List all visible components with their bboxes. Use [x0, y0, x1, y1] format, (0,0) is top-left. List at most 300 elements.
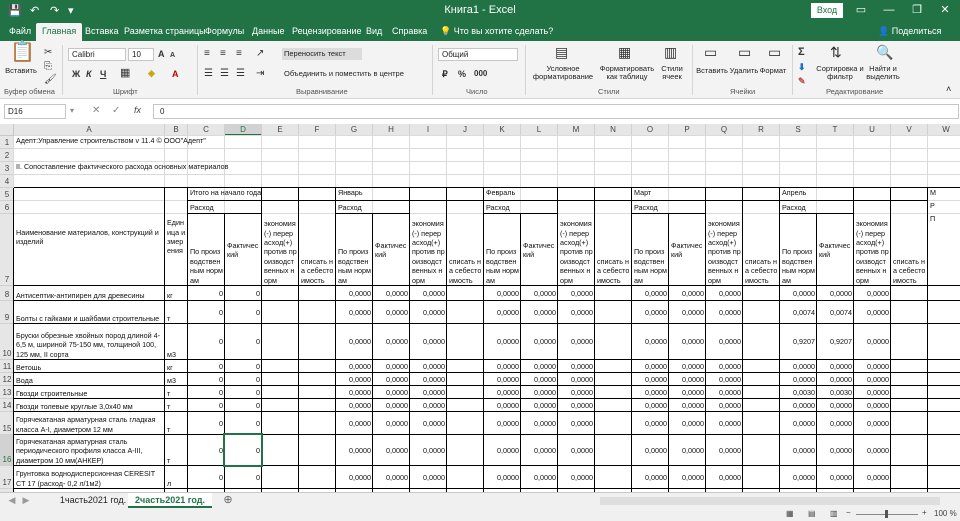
material-value[interactable]: 0,0000 — [867, 400, 889, 410]
material-value[interactable]: 0,0000 — [497, 288, 519, 298]
material-value[interactable]: 0,0000 — [719, 418, 741, 428]
active-cell-selection[interactable] — [223, 433, 263, 467]
tab-home[interactable]: Главная — [36, 23, 82, 41]
material-value[interactable]: 0,0000 — [793, 361, 815, 371]
column-title[interactable]: По производственным нормам — [486, 247, 519, 285]
material-value[interactable]: 0,0000 — [793, 374, 815, 384]
tell-me-search[interactable] — [440, 26, 553, 37]
row-header[interactable]: 12 — [0, 373, 14, 386]
material-value[interactable]: 0,0000 — [497, 307, 519, 317]
material-value[interactable]: 0,0000 — [571, 307, 593, 317]
material-value[interactable]: 0,0000 — [386, 445, 408, 455]
column-title[interactable]: Расход — [634, 202, 658, 212]
material-value[interactable]: 0,0000 — [830, 445, 852, 455]
copy-icon[interactable]: ⎘ — [44, 61, 52, 72]
sheet-next-icon[interactable]: ▶ — [22, 495, 30, 505]
material-value[interactable]: 0,0000 — [793, 445, 815, 455]
material-value[interactable]: 0 — [219, 472, 223, 482]
material-value[interactable]: 0,0000 — [645, 400, 667, 410]
column-title[interactable]: Расход — [338, 202, 362, 212]
view-normal-icon[interactable]: ▦ — [786, 509, 794, 518]
material-name[interactable]: Горячекатаная арматурная сталь периодического профиля класса А-III, диаметром 10 мм(АНКЕР) — [16, 436, 143, 465]
column-title[interactable]: экономия(-) перерасход(+) против производственных норм — [560, 219, 593, 285]
material-value[interactable]: 0,0000 — [571, 387, 593, 397]
column-header[interactable]: V — [891, 124, 928, 136]
paste-button[interactable]: Вставить — [5, 66, 37, 75]
cancel-icon[interactable]: ✕ — [92, 105, 101, 116]
material-name[interactable]: Ветошь — [16, 362, 42, 372]
material-value[interactable]: 0,0000 — [497, 387, 519, 397]
material-value[interactable]: 0 — [219, 307, 223, 317]
material-value[interactable]: 0,0000 — [719, 361, 741, 371]
material-value[interactable]: 0,0030 — [793, 387, 815, 397]
merge-center-button[interactable]: Объединить и поместить в центре — [284, 69, 404, 78]
font-size-select[interactable]: 10 — [128, 48, 154, 61]
material-value[interactable]: 0,0000 — [497, 374, 519, 384]
material-value[interactable]: 0,0000 — [793, 400, 815, 410]
material-value[interactable]: 0,0000 — [645, 374, 667, 384]
column-title[interactable]: По производственным нормам — [634, 247, 667, 285]
row-header[interactable]: 10 — [0, 324, 14, 360]
column-header[interactable]: K — [484, 124, 521, 136]
column-title[interactable]: экономия(-) перерасход(+) против производственных норм — [412, 219, 445, 285]
material-value[interactable]: 0 — [256, 418, 260, 428]
column-title[interactable]: По производственным нормам — [190, 247, 223, 285]
material-value[interactable]: 0,0000 — [682, 445, 704, 455]
material-value[interactable]: 0,0000 — [423, 472, 445, 482]
material-value[interactable]: 0,0000 — [645, 288, 667, 298]
row-header[interactable]: 1 — [0, 136, 14, 149]
tab-review[interactable]: Рецензирование — [292, 26, 362, 36]
minimize-icon[interactable]: — — [883, 4, 895, 16]
row-header[interactable]: 11 — [0, 360, 14, 373]
material-value[interactable]: 0,0000 — [423, 307, 445, 317]
material-value[interactable]: 0,0000 — [534, 418, 556, 428]
clear-icon[interactable]: ✎ — [798, 76, 806, 86]
column-title[interactable]: Единица измерения — [167, 218, 186, 256]
material-value[interactable]: 0,0000 — [867, 307, 889, 317]
column-title[interactable]: Фактический — [671, 240, 703, 259]
material-value[interactable]: 0,0000 — [719, 445, 741, 455]
material-value[interactable]: 0,0000 — [423, 400, 445, 410]
material-value[interactable]: 0 — [256, 387, 260, 397]
percent-button[interactable]: % — [458, 69, 467, 79]
material-value[interactable]: 0,0000 — [867, 288, 889, 298]
column-header[interactable]: F — [299, 124, 336, 136]
period-header[interactable]: М — [930, 188, 936, 197]
material-value[interactable]: 0,0000 — [867, 374, 889, 384]
customize-qat-icon[interactable]: ▾ — [68, 5, 74, 17]
column-title[interactable]: списать на себестоимость — [449, 256, 482, 285]
material-value[interactable]: 0 — [219, 445, 223, 455]
period-header[interactable]: Апрель — [782, 188, 807, 197]
column-header[interactable]: I — [410, 124, 447, 136]
material-value[interactable]: 0,0030 — [830, 387, 852, 397]
material-value[interactable]: 0 — [256, 361, 260, 371]
column-title[interactable]: По производственным нормам — [338, 247, 371, 285]
column-title[interactable]: списать на себестоимость — [745, 256, 778, 285]
material-value[interactable]: 0,0000 — [534, 445, 556, 455]
material-value[interactable]: 0,0000 — [349, 374, 371, 384]
column-title[interactable]: списать на себестоимость — [597, 256, 630, 285]
material-unit[interactable]: т — [167, 455, 171, 465]
material-value[interactable]: 0,0000 — [534, 307, 556, 317]
horizontal-scrollbar[interactable] — [600, 497, 940, 505]
material-name[interactable]: Грунтовка воднодисперсионная CERESIT CT 17 (расход- 0,2 л/1м2) — [16, 469, 156, 488]
material-value[interactable]: 0,0000 — [719, 400, 741, 410]
align-left-icon[interactable]: ☰ — [204, 68, 213, 79]
material-value[interactable]: 0,0000 — [793, 472, 815, 482]
material-unit[interactable]: кг — [167, 290, 173, 300]
material-value[interactable]: 0 — [256, 400, 260, 410]
sort-filter-button[interactable]: Сортировка и фильтр — [816, 64, 864, 81]
material-value[interactable]: 0,0000 — [682, 288, 704, 298]
zoom-slider-thumb[interactable] — [885, 510, 888, 518]
material-value[interactable]: 0,0000 — [349, 307, 371, 317]
material-value[interactable]: 0,0000 — [645, 418, 667, 428]
material-value[interactable]: 0,0000 — [497, 361, 519, 371]
material-value[interactable]: 0,0000 — [682, 400, 704, 410]
material-value[interactable]: 0,0000 — [682, 307, 704, 317]
material-value[interactable]: 0 — [256, 472, 260, 482]
column-title[interactable]: Фактический — [227, 240, 259, 259]
column-header[interactable]: R — [743, 124, 780, 136]
material-name[interactable]: Горячекатаная арматурная сталь гладкая класса А-I, диаметром 12 мм — [16, 415, 156, 434]
material-value[interactable]: 0,0000 — [645, 445, 667, 455]
restore-icon[interactable]: ❐ — [912, 4, 922, 16]
namebox-dropdown-icon[interactable]: ▾ — [70, 106, 75, 115]
view-page-break-icon[interactable]: ▥ — [830, 509, 838, 518]
tab-data[interactable]: Данные — [252, 26, 285, 36]
column-header[interactable]: M — [558, 124, 595, 136]
material-value[interactable]: 0 — [219, 337, 223, 347]
material-value[interactable]: 0,0000 — [349, 418, 371, 428]
column-title[interactable]: Расход — [782, 202, 806, 212]
material-value[interactable]: 0,0000 — [571, 288, 593, 298]
material-name[interactable]: Антисептик-антипирен для древесины — [16, 290, 145, 300]
conditional-format-icon[interactable]: ▤ — [555, 44, 569, 60]
column-title[interactable]: Фактический — [819, 240, 851, 259]
material-value[interactable]: 0,0000 — [682, 374, 704, 384]
material-value[interactable]: 0,0000 — [497, 445, 519, 455]
column-title[interactable]: Фактический — [375, 240, 407, 259]
font-shrink-icon[interactable]: A — [170, 52, 176, 59]
paste-icon[interactable]: 📋 — [10, 41, 35, 63]
material-value[interactable]: 0 — [219, 374, 223, 384]
material-value[interactable]: 0,0000 — [497, 472, 519, 482]
row-header[interactable]: 2 — [0, 149, 14, 162]
zoom-in-icon[interactable]: + — [922, 508, 927, 517]
column-header[interactable]: H — [373, 124, 410, 136]
material-value[interactable]: 0,0000 — [386, 307, 408, 317]
close-icon[interactable]: ✕ — [940, 4, 950, 16]
material-value[interactable]: 0,0000 — [534, 374, 556, 384]
material-value[interactable]: 0,0000 — [423, 361, 445, 371]
name-box[interactable]: D16 — [4, 104, 66, 119]
material-value[interactable]: 0,0000 — [719, 472, 741, 482]
zoom-out-icon[interactable]: − — [846, 508, 851, 517]
column-title[interactable]: Р — [930, 201, 935, 210]
material-value[interactable]: 0,0000 — [349, 387, 371, 397]
row-header[interactable]: 5 — [0, 188, 14, 201]
material-value[interactable]: 0,0000 — [867, 337, 889, 347]
row-header[interactable]: 13 — [0, 386, 14, 399]
orientation-icon[interactable]: ↗ — [256, 48, 265, 59]
material-value[interactable]: 0,0000 — [645, 307, 667, 317]
material-value[interactable]: 0,0000 — [830, 361, 852, 371]
material-name[interactable]: Гвозди строительные — [16, 388, 88, 398]
material-value[interactable]: 0,0000 — [719, 387, 741, 397]
column-title[interactable]: экономия(-) перерасход(+) против производственных норм — [264, 219, 297, 285]
column-title[interactable]: Фактический — [523, 240, 555, 259]
material-value[interactable]: 0 — [219, 418, 223, 428]
material-value[interactable]: 0,0000 — [682, 337, 704, 347]
material-value[interactable]: 0,0000 — [645, 337, 667, 347]
signin-button[interactable]: Вход — [811, 3, 843, 18]
material-value[interactable]: 0,0000 — [867, 361, 889, 371]
material-value[interactable]: 0,0000 — [682, 418, 704, 428]
row-header[interactable]: 14 — [0, 399, 14, 412]
column-header[interactable]: U — [854, 124, 891, 136]
material-value[interactable]: 0,0000 — [349, 361, 371, 371]
column-header[interactable]: P — [669, 124, 706, 136]
material-value[interactable]: 0,0000 — [682, 387, 704, 397]
material-value[interactable]: 0,9207 — [793, 337, 815, 347]
material-value[interactable]: 0 — [256, 445, 260, 455]
sheet-tab-part2[interactable]: 2часть2021 год. — [128, 493, 212, 508]
column-header[interactable]: W — [928, 124, 960, 136]
material-value[interactable]: 0,9207 — [830, 337, 852, 347]
period-header[interactable]: Итого на начало года — [190, 188, 262, 197]
material-value[interactable]: 0,0000 — [386, 387, 408, 397]
material-value[interactable]: 0,0000 — [534, 400, 556, 410]
material-value[interactable]: 0,0000 — [423, 445, 445, 455]
insert-cells-icon[interactable]: ▭ — [704, 44, 718, 60]
material-value[interactable]: 0,0000 — [867, 472, 889, 482]
sheet-tab-part1[interactable]: 1часть2021 год. — [59, 495, 127, 505]
material-value[interactable]: 0,0000 — [830, 472, 852, 482]
align-bottom-icon[interactable]: ≡ — [236, 48, 242, 59]
material-value[interactable]: 0,0000 — [349, 400, 371, 410]
insert-function-icon[interactable]: fx — [134, 105, 142, 115]
material-value[interactable]: 0,0000 — [830, 418, 852, 428]
align-center-icon[interactable]: ☰ — [220, 68, 229, 79]
material-value[interactable]: 0 — [219, 387, 223, 397]
column-header[interactable]: D — [225, 124, 262, 136]
column-header[interactable]: S — [780, 124, 817, 136]
material-value[interactable]: 0,0000 — [423, 418, 445, 428]
material-unit[interactable]: м3 — [167, 349, 176, 359]
material-unit[interactable]: т — [167, 388, 171, 398]
material-value[interactable]: 0,0000 — [571, 337, 593, 347]
column-header[interactable]: G — [336, 124, 373, 136]
underline-button[interactable]: Ч — [100, 69, 107, 79]
row-header[interactable]: 4 — [0, 175, 14, 188]
material-value[interactable]: 0,0000 — [645, 472, 667, 482]
material-value[interactable]: 0 — [256, 307, 260, 317]
material-unit[interactable]: л — [167, 478, 172, 488]
row-header[interactable]: 3 — [0, 162, 14, 175]
wrap-text-button[interactable]: Переносить текст — [282, 48, 362, 60]
add-sheet-icon[interactable]: ⊕ — [223, 494, 233, 506]
material-value[interactable]: 0,0000 — [423, 374, 445, 384]
material-value[interactable]: 0,0000 — [830, 288, 852, 298]
material-value[interactable]: 0 — [219, 361, 223, 371]
format-table-icon[interactable]: ▦ — [618, 44, 632, 60]
material-value[interactable]: 0,0000 — [497, 337, 519, 347]
material-value[interactable]: 0,0000 — [497, 400, 519, 410]
material-value[interactable]: 0,0000 — [719, 337, 741, 347]
material-value[interactable]: 0,0000 — [793, 288, 815, 298]
insert-cells-button[interactable]: Вставить — [696, 66, 728, 75]
material-value[interactable]: 0,0000 — [682, 472, 704, 482]
tab-page-layout[interactable]: Разметка страницы — [124, 26, 206, 36]
column-header[interactable]: N — [595, 124, 632, 136]
material-value[interactable]: 0,0000 — [534, 472, 556, 482]
format-cells-icon[interactable]: ▭ — [768, 44, 782, 60]
material-value[interactable]: 0,0000 — [534, 387, 556, 397]
material-value[interactable]: 0 — [256, 337, 260, 347]
section-title[interactable]: II. Сопоставление фактического расхода основных материалов — [16, 162, 229, 171]
redo-icon[interactable]: ↷ — [50, 5, 60, 17]
row-header[interactable]: 17 — [0, 466, 14, 489]
column-header[interactable]: A — [14, 124, 165, 136]
material-value[interactable]: 0,0000 — [645, 361, 667, 371]
column-header[interactable]: O — [632, 124, 669, 136]
material-value[interactable]: 0,0000 — [349, 288, 371, 298]
view-page-layout-icon[interactable]: ▤ — [808, 509, 816, 518]
cut-icon[interactable]: ✂ — [44, 47, 53, 58]
period-header[interactable]: Январь — [338, 188, 363, 197]
format-as-table-button[interactable]: Форматировать как таблицу — [599, 64, 655, 81]
enter-icon[interactable]: ✓ — [112, 105, 121, 116]
report-header[interactable]: Адепт:Управление строительством v 11.4 © ООО"Адепт" — [16, 136, 206, 145]
material-value[interactable]: 0,0000 — [349, 445, 371, 455]
column-title[interactable]: Наименование материалов, конструкций и изделий — [16, 227, 159, 246]
italic-button[interactable]: К — [86, 69, 92, 79]
material-value[interactable]: 0,0000 — [719, 374, 741, 384]
column-title[interactable]: списать на себестоимость — [893, 256, 926, 285]
material-unit[interactable]: кг — [167, 362, 173, 372]
conditional-format-button[interactable]: Условное форматирование — [532, 64, 594, 81]
material-value[interactable]: 0,0000 — [830, 400, 852, 410]
period-header[interactable]: Февраль — [486, 188, 516, 197]
material-value[interactable]: 0,0000 — [645, 387, 667, 397]
column-header[interactable]: E — [262, 124, 299, 136]
format-painter-icon[interactable]: 🖌 — [44, 74, 57, 85]
font-grow-icon[interactable]: A — [158, 49, 165, 59]
material-unit[interactable]: м3 — [167, 375, 176, 385]
material-value[interactable]: 0,0000 — [571, 445, 593, 455]
align-right-icon[interactable]: ☰ — [236, 68, 245, 79]
material-value[interactable]: 0,0000 — [571, 418, 593, 428]
material-value[interactable]: 0,0000 — [386, 472, 408, 482]
material-unit[interactable]: т — [167, 401, 171, 411]
material-value[interactable]: 0,0000 — [867, 445, 889, 455]
row-header[interactable]: 7 — [0, 214, 14, 286]
material-value[interactable]: 0,0000 — [386, 361, 408, 371]
material-value[interactable]: 0,0000 — [423, 337, 445, 347]
material-value[interactable]: 0,0074 — [793, 307, 815, 317]
row-header[interactable]: 15 — [0, 412, 14, 435]
column-header[interactable]: Q — [706, 124, 743, 136]
cell-styles-icon[interactable]: ▥ — [664, 44, 678, 60]
tab-file[interactable]: Файл — [9, 26, 32, 36]
material-value[interactable]: 0,0074 — [830, 307, 852, 317]
number-format-select[interactable]: Общий — [438, 48, 518, 61]
column-title[interactable]: Расход — [486, 202, 510, 212]
material-value[interactable]: 0 — [256, 374, 260, 384]
material-value[interactable]: 0,0000 — [682, 361, 704, 371]
share-button[interactable] — [878, 26, 941, 37]
material-value[interactable]: 0,0000 — [349, 472, 371, 482]
fill-down-icon[interactable]: ⬇ — [798, 62, 806, 72]
find-select-icon[interactable]: 🔍 — [876, 44, 894, 60]
align-top-icon[interactable]: ≡ — [204, 48, 210, 59]
row-header[interactable]: 6 — [0, 201, 14, 214]
row-header[interactable]: 8 — [0, 286, 14, 301]
material-value[interactable]: 0,0000 — [423, 288, 445, 298]
material-value[interactable]: 0,0000 — [571, 472, 593, 482]
delete-cells-icon[interactable]: ▭ — [738, 44, 752, 60]
formula-input[interactable]: 0 — [153, 104, 959, 119]
cell-styles-button[interactable]: Стили ячеек — [661, 64, 683, 81]
delete-cells-button[interactable]: Удалить — [729, 66, 759, 75]
save-icon[interactable]: 💾 — [8, 5, 22, 17]
material-value[interactable]: 0,0000 — [386, 374, 408, 384]
material-value[interactable]: 0,0000 — [830, 374, 852, 384]
material-value[interactable]: 0 — [219, 400, 223, 410]
sort-filter-icon[interactable]: ⇅ — [830, 44, 842, 60]
column-header[interactable]: T — [817, 124, 854, 136]
row-header[interactable]: 16 — [0, 435, 14, 466]
material-value[interactable]: 0 — [256, 288, 260, 298]
find-select-button[interactable]: Найти и выделить — [866, 64, 900, 81]
currency-icon[interactable]: ₽ — [442, 69, 448, 79]
column-title[interactable]: По производственным нормам — [782, 247, 815, 285]
material-value[interactable]: 0,0000 — [423, 387, 445, 397]
material-value[interactable]: 0,0000 — [571, 400, 593, 410]
column-title[interactable]: экономия(-) перерасход(+) против производственных норм — [856, 219, 889, 285]
material-value[interactable]: 0,0000 — [867, 418, 889, 428]
material-unit[interactable]: т — [167, 424, 171, 434]
material-value[interactable]: 0,0000 — [534, 361, 556, 371]
tab-formulas[interactable]: Формулы — [205, 26, 245, 36]
tab-insert[interactable]: Вставка — [85, 26, 119, 36]
column-header[interactable]: J — [447, 124, 484, 136]
collapse-ribbon-icon[interactable]: ˄ — [946, 84, 952, 94]
material-value[interactable]: 0,0000 — [386, 288, 408, 298]
align-middle-icon[interactable]: ≡ — [220, 48, 226, 59]
material-name[interactable]: Гвозди толевые круглые 3,0х40 мм — [16, 401, 133, 411]
row-header[interactable]: 9 — [0, 301, 14, 324]
column-title[interactable]: экономия(-) перерасход(+) против производственных норм — [708, 219, 741, 285]
material-value[interactable]: 0,0000 — [497, 418, 519, 428]
column-header[interactable]: C — [188, 124, 225, 136]
thousands-button[interactable]: 000 — [474, 69, 488, 78]
material-value[interactable]: 0,0000 — [571, 361, 593, 371]
sheet-prev-icon[interactable]: ◀ — [8, 495, 16, 505]
font-name-select[interactable]: Calibri — [68, 48, 126, 61]
material-value[interactable]: 0 — [219, 288, 223, 298]
column-title[interactable]: П — [930, 214, 936, 223]
material-unit[interactable]: т — [167, 313, 171, 323]
material-value[interactable]: 0,0000 — [349, 337, 371, 347]
material-name[interactable]: Бруски обрезные хвойных пород длиной 4-6,5 м, шириной 75-150 мм, толщиной 100, 125 мм, II сорта — [16, 330, 161, 359]
bold-button[interactable]: Ж — [72, 69, 81, 79]
period-header[interactable]: Март — [634, 188, 652, 197]
tab-view[interactable]: Вид — [366, 26, 383, 36]
